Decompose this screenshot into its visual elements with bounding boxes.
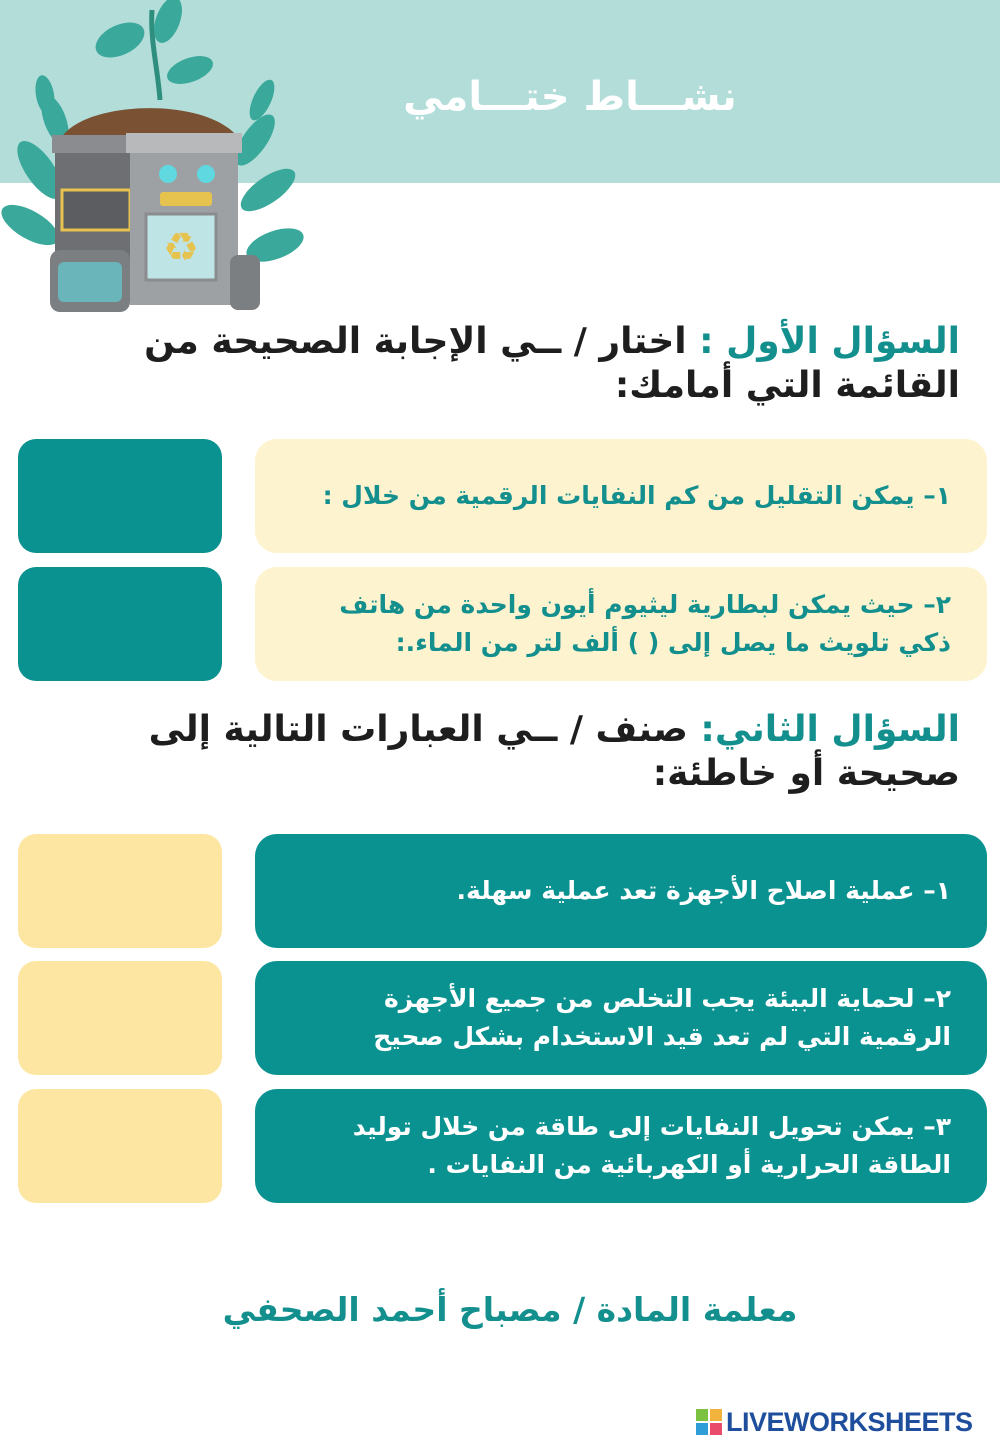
question-2-answer-box-2[interactable] (18, 961, 222, 1075)
statement-line: ١– يمكن التقليل من كم النفايات الرقمية من خلال : (322, 481, 951, 510)
question-2-label: السؤال الثاني: (700, 709, 960, 750)
statement-line: ذكي تلويث ما يصل إلى ( ) ألف لتر من الماء.: (395, 628, 951, 657)
question-2-text: صنف / ــي العبارات التالية إلى صحيحة أو خاطئة: (148, 709, 960, 794)
statement-line: ٢– حيث يمكن لبطارية ليثيوم أيون واحدة من هاتف (339, 590, 951, 619)
statement-line: ٢– لحماية البيئة يجب التخلص من جميع الأجهزة (384, 984, 951, 1013)
question-1-prompt (30, 320, 960, 408)
statement-line: الرقمية التي لم تعد قيد الاستخدام بشكل صحيح (373, 1022, 951, 1051)
question-1-answer-box-1[interactable] (18, 439, 222, 553)
statement-line: الطاقة الحرارية أو الكهربائية من النفايات . (427, 1150, 951, 1179)
question-1-label: السؤال الأول : (699, 321, 960, 362)
teacher-credit: معلمة المادة / مصباح أحمد الصحفي (222, 1290, 798, 1329)
liveworksheets-icon (696, 1409, 722, 1435)
liveworksheets-text: LIVEWORKSHEETS (726, 1406, 973, 1437)
liveworksheets-logo[interactable] (696, 1404, 973, 1440)
question-2-answer-box-1[interactable] (18, 834, 222, 948)
page-title: نشـــاط ختـــامي (403, 74, 737, 120)
statement-line: ٣– يمكن تحويل النفايات إلى طاقة من خلال توليد (352, 1112, 951, 1141)
question-1-text: اختار / ــي الإجابة الصحيحة من القائمة التي أمامك: (144, 321, 960, 406)
question-2-statement-3 (255, 1089, 987, 1203)
question-1-statement-2 (255, 567, 987, 681)
recycling-robot-illustration (0, 0, 320, 320)
statement-line: ١– عملية اصلاح الأجهزة تعد عملية سهلة. (456, 876, 951, 905)
question-1-statement-1 (255, 439, 987, 553)
question-2-answer-box-3[interactable] (18, 1089, 222, 1203)
question-2-statement-1 (255, 834, 987, 948)
question-2-prompt (30, 708, 960, 796)
svg-text:♻: ♻ (163, 225, 199, 271)
question-1-answer-box-2[interactable] (18, 567, 222, 681)
question-2-statement-2 (255, 961, 987, 1075)
